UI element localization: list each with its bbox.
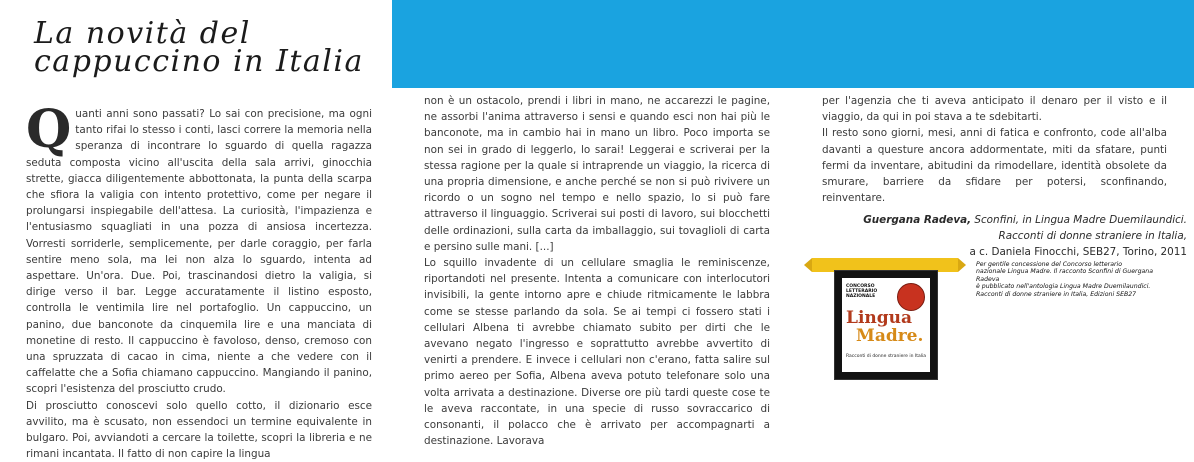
- badge-inner: [842, 278, 930, 372]
- badge-word-2: Madre.: [856, 326, 924, 346]
- paragraph-text: uanti anni sono passati? Lo sai con precisione, ma ogni tanto rifai lo stesso i conti, lasci correre la memoria nella speranza di incontrare lo sguardo di quella ragazza seduta composta vicino all'uscita della sala arrivi, ginocchia strette, giacca diligentemente abbottonata, la punta della scarpa che sfiora la valigia con intento protettivo, come per negare il prolungarsi inspiegabile dell'attesa. La curiosità, l'impazienza e l'entusiasmo squagliati in una pozza di ansiosa incertezza. Vorresti sorriderle, semplicemente, per darle coraggio, per farla sentire meno sola, ma lei non alza lo sguardo, intenta ad aspettare. Un'ora. Due. Poi, trascinandosi dietro la valigia, si dirige verso il bar. Legge accuratamente il listino esposto, controlla le ventimila lire nel portafoglio. Un cappuccino, un panino, due banconote da cinquemila lire e una manciata di monetine di resto. Il cappuccino è favoloso, denso, cremoso con una spruzzata di cacao in cima, niente a che vedere con il caffelatte che a Sofia chiamano cappuccino. Mangiando il panino, scopri l'esistenza del prosciutto crudo.: [26, 108, 372, 396]
- citation-line-2: Racconti di donne straniere in Italia,: [998, 230, 1187, 243]
- paragraph: non è un ostacolo, prendi i libri in mano, ne accarezzi le pagine, ne assorbi l'anima attraverso i sensi e quando esci non hai più le banconote, ma in cambio hai in mano un libro. Poco importa se non sei in grado di leggerlo, lo sarai! Leggerai e scriverai per la stessa ragione per la quale si intraprende un viaggio, la ricerca di una propria dimensione, e anche perché se non si può rivivere un ricordo o un sogno nel tempo e nello spazio, lo si può fare attraverso il linguaggio. Scriverai sui posti di lavoro, sui blocchetti delle ordinazioni, sulla carta da imballaggio, sui tovaglioli di carta e persino sulle mani. [...]: [424, 95, 770, 253]
- title-block: [0, 0, 392, 88]
- article-column-3: [822, 93, 1167, 206]
- paragraph: Il resto sono giorni, mesi, anni di fatica e confronto, code all'alba davanti a questure ancora addormentate, miti da sfatare, punti fermi da inventare, abitudini da rimodellare, identità obsolete da smurare, barriere da sfidare per potersi, sconfinando, reinventare.: [822, 127, 1167, 205]
- seal-icon: [897, 283, 925, 311]
- credit-line: Per gentile concessione del Concorso letterario: [976, 261, 1123, 268]
- credit-line: nazionale Lingua Madre. Il racconto Sconfini di Guergana: [976, 268, 1153, 276]
- title-line-2: cappuccino in Italia: [34, 44, 364, 79]
- credit-note: [976, 261, 1191, 298]
- lingua-madre-badge: [812, 258, 958, 380]
- citation-line-1: [822, 212, 1187, 228]
- article-column-1: [26, 99, 372, 462]
- citation-line-3: a c. Daniela Finocchi, SEB27, Torino, 2011: [969, 246, 1187, 259]
- paragraph: per l'agenzia che ti aveva anticipato il denaro per il visto e il viaggio, da qui in poi stava a te sdebitarti.: [822, 95, 1167, 124]
- credit-line: Racconti di donne straniere in Italia, Edizioni SEB27: [976, 290, 1137, 298]
- article-column-2: [424, 93, 770, 449]
- paragraph: Lo squillo invadente di un cellulare smaglia le reminiscenze, riportandoti nel presente. Intenta a comunicare con interlocutori invisibili, la gente intorno apre e chiude ritmicamente le labbra come se stesse parlando da sola. Se ai tempi ci fossero stati i cellulari Albena ti avrebbe chiamato subito per dirti che le avevano negato l'ingresso e soprattutto avrebbe avvertito di venirti a prendere. E invece i cellulari non c'erano, fatta salire sul primo aereo per Sofia, Albena aveva potuto telefonare solo una volta arrivata a destinazione. Diverse ore più tardi queste cose te le aveva raccontate, in una specie di russo sovraccarico di consonanti, il polacco che è arrivato per accompagnarti a destinazione. Lavorava: [424, 257, 770, 448]
- title-line-1: La novità del: [34, 16, 251, 51]
- page-title: [34, 16, 364, 79]
- citation-author: Guergana Radeva,: [863, 214, 972, 226]
- badge-top-text: CONCORSO LETTERARIO NAZIONALE: [846, 284, 878, 299]
- badge-frame: [834, 270, 938, 380]
- badge-subtitle: Racconti di donne straniere in Italia: [846, 354, 927, 359]
- badge-word-1: Lingua: [846, 308, 913, 328]
- citation: [822, 212, 1187, 261]
- credit-line: Radeva: [976, 275, 1000, 283]
- citation-work: Sconfini, in Lingua Madre Duemilaundici.: [971, 214, 1187, 226]
- drop-cap: Q: [26, 99, 72, 160]
- credit-line: è pubblicato nell'antologia Lingua Madre Duemilaundici.: [976, 283, 1151, 291]
- paragraph: Di prosciutto conoscevi solo quello cotto, il dizionario esce avvilito, ma è scusato, non essendoci un termine equivalente in bulgaro. Poi, avviandoti a cercare la toilette, scopri la libreria e ne rimani incantata. Il fatto di non capire la lingua: [26, 399, 372, 461]
- paragraph: [26, 99, 372, 398]
